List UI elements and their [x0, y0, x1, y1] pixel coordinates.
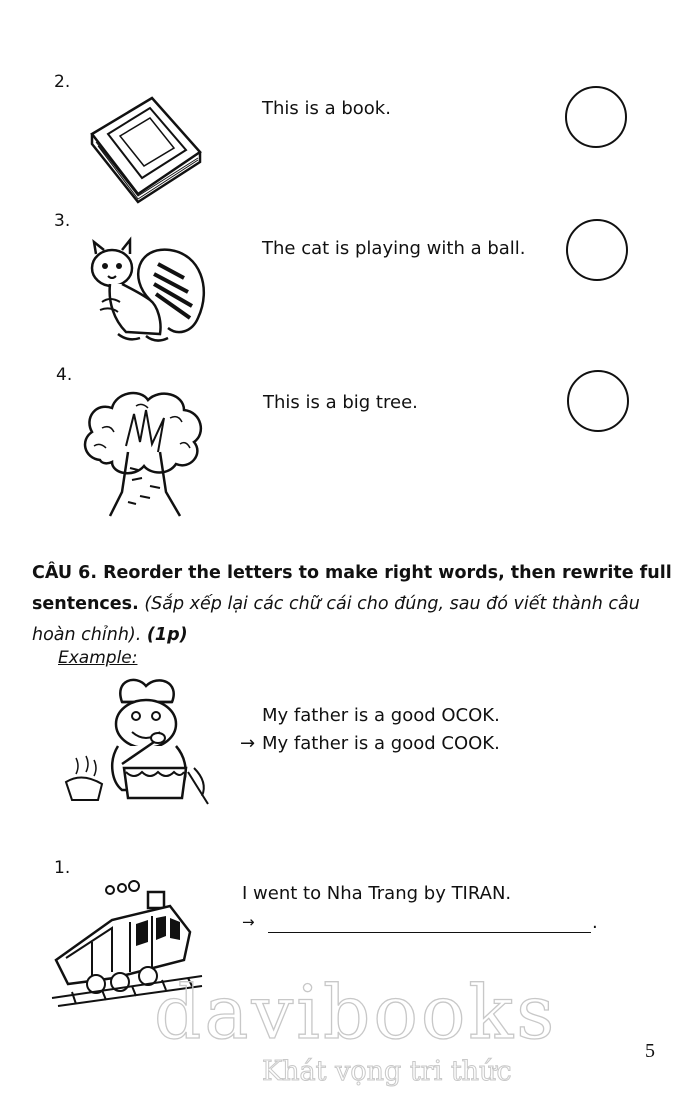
- question-1-end-period: .: [592, 912, 598, 933]
- example-label: Example:: [58, 648, 138, 668]
- book-image: [90, 92, 210, 204]
- item-2-number: 2.: [54, 72, 71, 92]
- answer-circle-2[interactable]: [565, 86, 627, 148]
- section-6-heading: [32, 558, 672, 651]
- section-6-translation: (Sắp xếp lại các chữ cái cho đúng, sau đó viết thành câu hoàn chỉnh).: [32, 594, 640, 645]
- question-1-sentence: I went to Nha Trang by TIRAN.: [242, 883, 512, 904]
- squirrel-image: [88, 238, 218, 348]
- example-answer: My father is a good COOK.: [262, 733, 500, 754]
- example-arrow: →: [240, 733, 256, 754]
- item-4-sentence: This is a big tree.: [263, 392, 418, 413]
- item-3-sentence: The cat is playing with a ball.: [262, 238, 526, 259]
- item-3-number: 3.: [54, 211, 71, 231]
- page-number: 5: [645, 1040, 655, 1062]
- question-1-arrow: →: [242, 913, 255, 931]
- item-4-number: 4.: [56, 365, 73, 385]
- example-sentence: My father is a good OCOK.: [262, 705, 500, 726]
- item-2-sentence: This is a book.: [262, 98, 391, 119]
- watermark-brand: davibooks: [154, 970, 558, 1056]
- cook-image: [62, 672, 212, 812]
- answer-circle-4[interactable]: [567, 370, 629, 432]
- question-1-number: 1.: [54, 858, 71, 878]
- section-6-points: (1p): [146, 625, 188, 645]
- watermark-tagline: Khát vọng tri thức: [262, 1056, 512, 1087]
- tree-image: [80, 388, 208, 518]
- question-1-answer-line[interactable]: [268, 932, 591, 933]
- answer-circle-3[interactable]: [566, 219, 628, 281]
- section-6-title: CÂU 6. Reorder the letters to make right words, then rewrite full sentences.: [32, 563, 672, 614]
